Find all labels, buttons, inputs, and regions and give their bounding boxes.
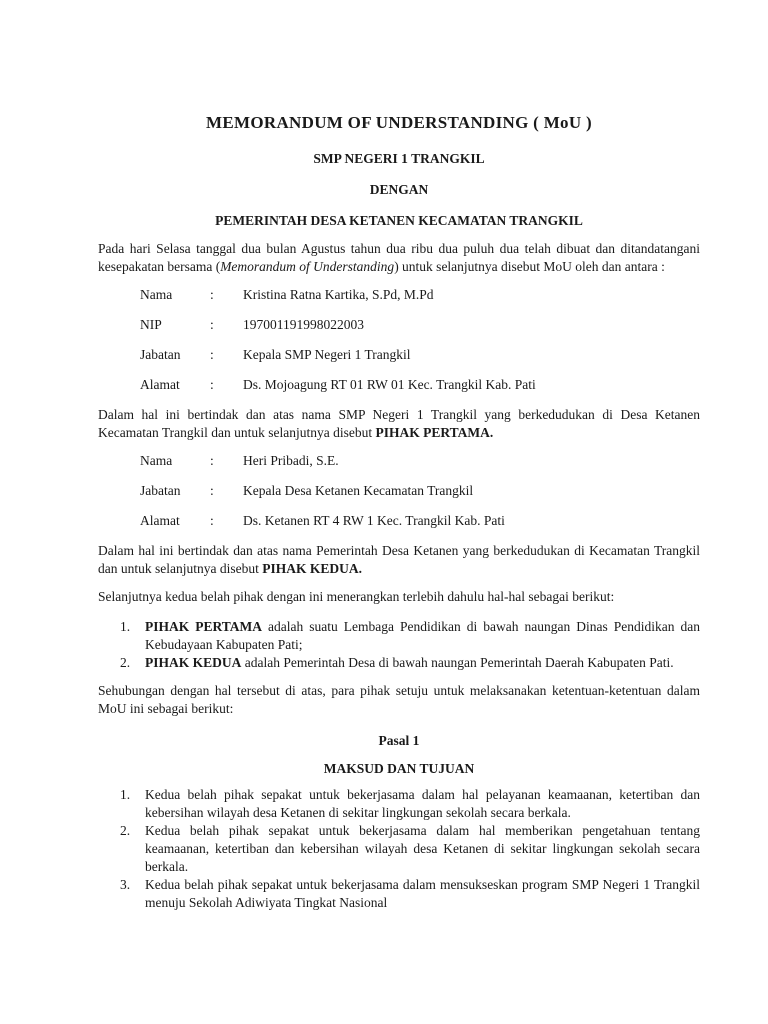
list-item-text: Kedua belah pihak sepakat untuk bekerjasama dalam hal pelayanan keamaanan, ketertiban dan kebersihan wilayah desa Ketanen di sekitar lingkungan sekolah secara berkala. bbox=[145, 787, 700, 820]
detail-row-alamat bbox=[98, 376, 700, 394]
detail-value: Kristina Ratna Kartika, S.Pd, M.Pd bbox=[243, 287, 434, 302]
detail-value: Ds. Ketanen RT 4 RW 1 Kec. Trangkil Kab. Pati bbox=[243, 513, 505, 528]
list-item bbox=[98, 786, 700, 822]
list-item-text: Kedua belah pihak sepakat untuk bekerjasama dalam mensukseskan program SMP Negeri 1 Trangkil menuju Sekolah Adiwiyata Tingkat Nasional bbox=[145, 877, 700, 910]
detail-colon: : bbox=[210, 377, 214, 392]
list-item-number: 3. bbox=[120, 877, 131, 892]
detail-colon: : bbox=[210, 347, 214, 362]
detail-value: Kepala Desa Ketanen Kecamatan Trangkil bbox=[243, 483, 474, 498]
doc-second-party: PEMERINTAH DESA KETANEN KECAMATAN TRANGKIL bbox=[215, 213, 583, 228]
detail-label: Nama bbox=[140, 287, 173, 302]
recitals-list bbox=[98, 618, 700, 672]
doc-first-party: SMP NEGERI 1 TRANGKIL bbox=[313, 151, 485, 166]
detail-colon: : bbox=[210, 513, 214, 528]
detail-value: Heri Pribadi, S.E. bbox=[243, 453, 339, 468]
list-item-text: PIHAK KEDUA adalah Pemerintah Desa di bawah naungan Pemerintah Daerah Kabupaten Pati. bbox=[145, 655, 674, 670]
list-item-number: 1. bbox=[120, 619, 131, 634]
detail-row-jabatan bbox=[98, 346, 700, 364]
detail-value: 197001191998022003 bbox=[243, 317, 364, 332]
doc-connector: DENGAN bbox=[369, 182, 429, 197]
agreement-paragraph: Sehubungan dengan hal tersebut di atas, para pihak setuju untuk melaksanakan ketentuan-ketentuan dalam MoU ini sebagai berikut: bbox=[98, 683, 700, 716]
party-first-details bbox=[98, 286, 700, 394]
doc-title: MEMORANDUM OF UNDERSTANDING ( MoU ) bbox=[206, 113, 592, 132]
detail-row-jabatan bbox=[98, 482, 700, 500]
detail-row-nama bbox=[98, 286, 700, 304]
detail-row-nip bbox=[98, 316, 700, 334]
list-item-number: 2. bbox=[120, 823, 131, 838]
detail-value: Kepala SMP Negeri 1 Trangkil bbox=[243, 347, 411, 362]
list-item bbox=[98, 618, 700, 654]
detail-label: Alamat bbox=[140, 377, 180, 392]
detail-label: Jabatan bbox=[140, 483, 181, 498]
detail-label: Nama bbox=[140, 453, 173, 468]
party-second-closing: Dalam hal ini bertindak dan atas nama Pemerintah Desa Ketanen yang berkedudukan di Kecamatan Trangkil dan untuk selanjutnya disebut PIHAK KEDUA. bbox=[98, 543, 700, 576]
detail-value: Ds. Mojoagung RT 01 RW 01 Kec. Trangkil Kab. Pati bbox=[243, 377, 536, 392]
detail-row-alamat bbox=[98, 512, 700, 530]
list-item-number: 2. bbox=[120, 655, 131, 670]
recitals-intro: Selanjutnya kedua belah pihak dengan ini menerangkan terlebih dahulu hal-hal sebagai berikut: bbox=[98, 589, 615, 604]
detail-label: NIP bbox=[140, 317, 162, 332]
pasal-1-list bbox=[98, 786, 700, 912]
list-item bbox=[98, 822, 700, 876]
list-item-number: 1. bbox=[120, 787, 131, 802]
party-second-details bbox=[98, 452, 700, 530]
intro-paragraph: Pada hari Selasa tanggal dua bulan Agustus tahun dua ribu dua puluh dua telah dibuat dan ditandatangani kesepakatan bersama (Memorandum of Understanding) untuk selanjutnya disebut MoU oleh dan antara : bbox=[98, 241, 700, 274]
detail-colon: : bbox=[210, 287, 214, 302]
list-item-text: Kedua belah pihak sepakat untuk bekerjasama dalam hal memberikan pengetahuan tentang keamaanan, ketertiban dan kebersihan wilayah desa Ketanen di sekitar lingkungan sekolah secara berkala. bbox=[145, 823, 700, 874]
detail-colon: : bbox=[210, 483, 214, 498]
party-first-closing: Dalam hal ini bertindak dan atas nama SMP Negeri 1 Trangkil yang berkedudukan di Desa Ketanen Kecamatan Trangkil dan untuk selanjutnya disebut PIHAK PERTAMA. bbox=[98, 407, 700, 440]
detail-colon: : bbox=[210, 453, 214, 468]
detail-colon: : bbox=[210, 317, 214, 332]
list-item-text: PIHAK PERTAMA adalah suatu Lembaga Pendidikan di bawah naungan Dinas Pendidikan dan Kebudayaan Kabupaten Pati; bbox=[145, 619, 700, 652]
detail-row-nama bbox=[98, 452, 700, 470]
list-item bbox=[98, 876, 700, 912]
detail-label: Jabatan bbox=[140, 347, 181, 362]
detail-label: Alamat bbox=[140, 513, 180, 528]
list-item bbox=[98, 654, 700, 672]
pasal-1-title: MAKSUD DAN TUJUAN bbox=[323, 761, 475, 776]
pasal-1-heading: Pasal 1 bbox=[378, 733, 420, 748]
